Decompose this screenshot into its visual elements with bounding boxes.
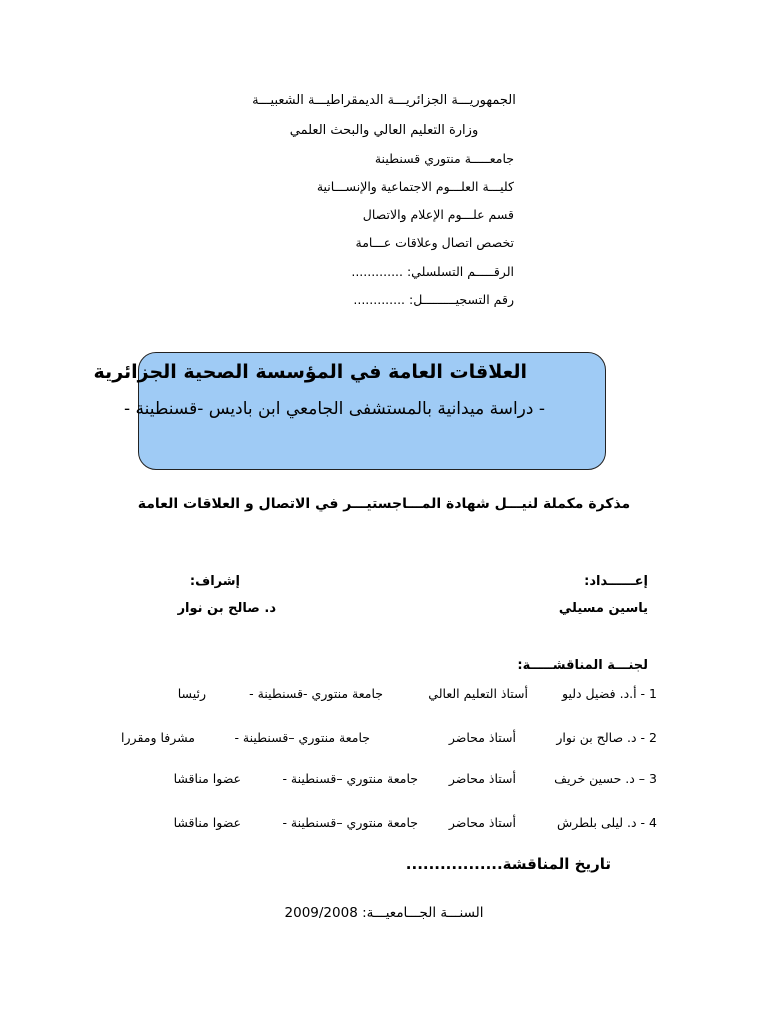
thesis-subtitle: - دراسة ميدانية بالمستشفى الجامعي ابن باديس -قسنطينة - — [123, 399, 545, 419]
university-name: جامعـــــة منتوري قسنطينة — [374, 151, 514, 166]
serial-number: الرقـــــم التسلسلي: ............. — [351, 264, 514, 279]
ministry-heading: وزارة التعليم العالي والبحث العلمي — [289, 123, 479, 138]
member-university: جامعة منتوري –قسنطينة - — [282, 771, 418, 786]
member-role: عضوا مناقشا — [173, 815, 241, 830]
member-name: 4 - د. ليلى بلطرش — [556, 815, 657, 830]
supervisor-name: د. صالح بن نوار — [177, 601, 276, 616]
member-university: جامعة منتوري –قسنطينة - — [282, 815, 418, 830]
supervision-label: إشراف: — [189, 574, 240, 589]
member-rank: أستاذ التعليم العالي — [428, 686, 528, 701]
academic-year-value: 2009/2008 — [284, 905, 358, 921]
member-name: 1 - أ.د. فضيل دليو — [561, 686, 657, 701]
member-university: جامعة منتوري –قسنطينة - — [234, 730, 370, 745]
preparation-label: إعــــــداد: — [584, 574, 648, 589]
member-role: عضوا مناقشا — [173, 771, 241, 786]
thesis-degree-note: مذكرة مكملة لنيـــل شهادة المـــاجستيـــر في الاتصال و العلاقات العامة — [137, 496, 631, 512]
registration-number: رقم التسجيـــــــــل: ............. — [353, 292, 514, 307]
student-name: ياسين مسيلي — [558, 601, 648, 616]
academic-year — [0, 905, 768, 921]
member-role: رئيسا — [177, 686, 206, 701]
faculty-name: كليـــة العلـــوم الاجتماعية والإنســـانية — [316, 179, 514, 194]
republic-heading: الجمهوريـــة الجزائريـــة الديمقراطيـــة الشعبيـــة — [252, 93, 516, 108]
department-name: قسم علـــوم الإعلام والاتصال — [362, 207, 514, 222]
academic-year-label: السنـــة الجـــامعيـــة: — [362, 905, 484, 921]
specialty-name: تخصص اتصال وعلاقات عـــامة — [355, 235, 514, 250]
member-rank: أستاذ محاضر — [448, 815, 516, 830]
member-rank: أستاذ محاضر — [448, 730, 516, 745]
thesis-title: العلاقات العامة في المؤسسة الصحية الجزائرية — [93, 361, 527, 383]
member-university: جامعة منتوري -قسنطينة - — [249, 686, 383, 701]
title-box — [93, 352, 606, 470]
defense-date: تاريخ المناقشة................. — [405, 855, 611, 873]
member-role: مشرفا ومقررا — [121, 730, 195, 745]
committee-label: لجنـــة المناقشـــــة: — [517, 658, 648, 673]
member-rank: أستاذ محاضر — [448, 771, 516, 786]
member-name: 2 - د. صالح بن نوار — [556, 730, 657, 745]
member-name: 3 – د. حسين خريف — [554, 771, 657, 786]
